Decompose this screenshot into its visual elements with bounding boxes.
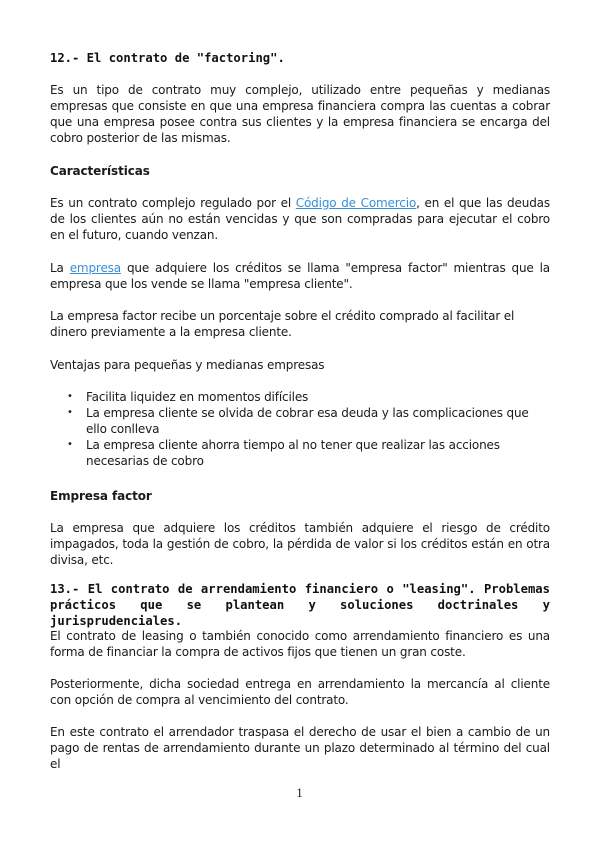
caracteristicas-text-after: , en el que las deudas de los clientes aún no están vencidas y que son compradas para ejecutar el cobro en el futuro, cuando venzan. <box>50 196 550 242</box>
ventajas-list <box>50 389 550 469</box>
porcentaje-paragraph: La empresa factor recibe un porcentaje sobre el crédito comprado al facilitar el dinero previamente a la empresa cliente. <box>50 309 515 339</box>
section-12-intro: Es un tipo de contrato muy complejo, utilizado entre pequeñas y medianas empresas que consiste en que una empresa financiera compra las cuentas a cobrar que una empresa posee contra sus clientes y la empresa financiera se encarga del cobro posterior de las mismas. <box>50 83 550 145</box>
leasing-paragraph-3: En este contrato el arrendador traspasa el derecho de usar el bien a cambio de un pago de rentas de arrendamiento durante un plazo determinado al término del cual el <box>50 725 550 771</box>
list-item <box>50 389 550 405</box>
list-item <box>50 437 550 469</box>
section-13-title: 13.- El contrato de arrendamiento financiero o "leasing". Problemas prácticos que se plantean y soluciones doctrinales y jurisprudenciales. <box>50 582 550 628</box>
bullet-icon: • <box>67 407 73 418</box>
empresa-link[interactable]: empresa <box>69 261 121 275</box>
caracteristicas-paragraph <box>50 195 550 243</box>
caracteristicas-text-before: Es un contrato complejo regulado por el <box>50 196 296 210</box>
list-item-text: Facilita liquidez en momentos difíciles <box>86 390 309 404</box>
empresa-text-after: que adquiere los créditos se llama "empresa factor" mientras que la empresa que los vende se llama "empresa cliente". <box>50 261 550 291</box>
ventajas-heading: Ventajas para pequeñas y medianas empresas <box>50 358 325 372</box>
leasing-paragraph-2: Posteriormente, dicha sociedad entrega en arrendamiento la mercancía al cliente con opción de compra al vencimiento del contrato. <box>50 677 550 707</box>
empresa-paragraph <box>50 260 550 292</box>
list-item-text: La empresa cliente ahorra tiempo al no tener que realizar las acciones necesarias de cobro <box>86 438 500 468</box>
empresa-text-before: La <box>50 261 70 275</box>
empresa-factor-heading: Empresa factor <box>50 489 152 503</box>
leasing-paragraph-1: El contrato de leasing o también conocido como arrendamiento financiero es una forma de financiar la compra de activos fijos que tienen un gran coste. <box>50 629 550 659</box>
bullet-icon: • <box>67 391 73 402</box>
empresa-factor-paragraph: La empresa que adquiere los créditos también adquiere el riesgo de crédito impagados, toda la gestión de cobro, la pérdida de valor si los créditos están en otra divisa, etc. <box>50 521 550 567</box>
bullet-icon: • <box>67 439 73 450</box>
list-item-text: La empresa cliente se olvida de cobrar esa deuda y las complicaciones que ello conlleva <box>86 406 529 436</box>
list-item <box>50 405 550 437</box>
codigo-comercio-link[interactable]: Código de Comercio <box>295 196 417 210</box>
caracteristicas-heading: Características <box>50 164 150 178</box>
section-12-title: 12.- El contrato de "factoring". <box>50 51 285 65</box>
page-number: 1 <box>296 785 303 800</box>
